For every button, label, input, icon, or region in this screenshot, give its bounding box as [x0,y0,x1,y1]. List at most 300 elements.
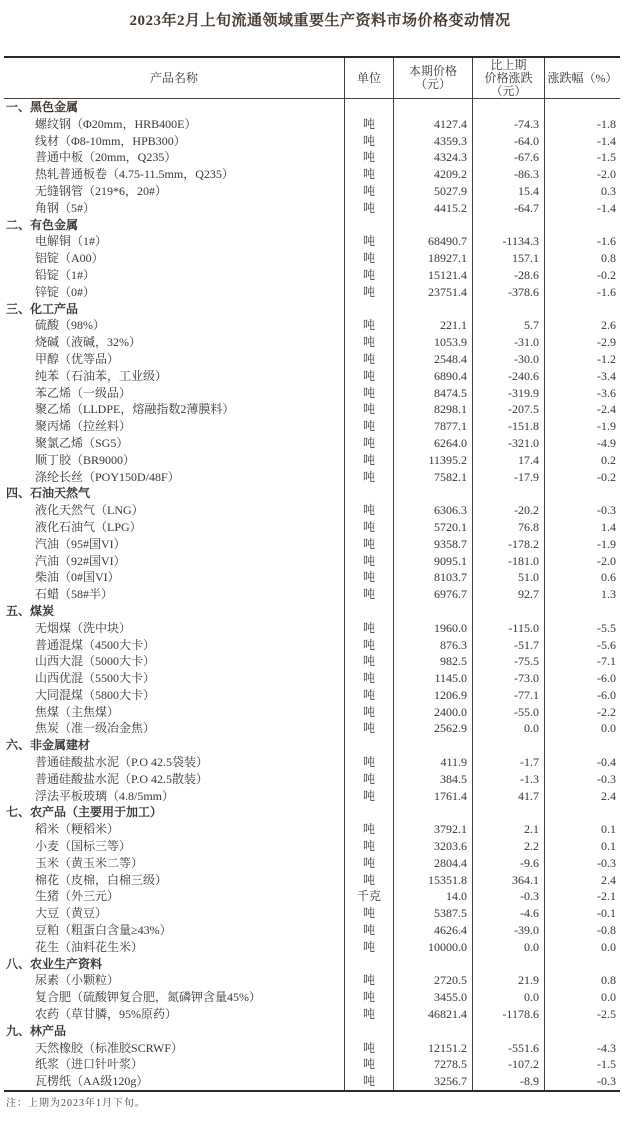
name-cell: 无缝钢管（219*6，20#） [4,183,345,200]
pct-cell: 0.0 [601,721,616,736]
price-cell: 5720.1 [394,519,473,536]
unit-cell [345,956,394,973]
section-row [4,1023,620,1040]
page-title: 2023年2月上旬流通领域重要生产资料市场价格变动情况 [129,13,511,29]
section-row [4,485,620,502]
name-cell: 聚乙烯（LLDPE，熔融指数2薄膜料） [4,401,345,418]
unit-cell: 吨 [345,469,394,486]
change-cell: -181.0 [473,553,545,570]
name-cell: 纯苯（石油苯，工业级） [4,368,345,385]
name-cell: 纸浆（进口针叶浆） [4,1056,345,1073]
name-cell: 七、农产品（主要用于加工） [4,804,345,821]
table-row [4,502,620,519]
pct-cell: -2.0 [597,553,616,568]
pct-cell [545,301,620,318]
pct-cell [545,737,620,754]
price-cell: 876.3 [394,637,473,654]
name-cell: 农药（草甘膦，95%原药） [4,1006,345,1023]
table-row [4,452,620,469]
change-cell: -77.1 [473,687,545,704]
table-row [4,972,620,989]
unit-cell: 吨 [345,351,394,368]
pct-cell [545,217,620,234]
change-cell: 5.7 [473,317,545,334]
name-cell: 电解铜（1#） [4,233,345,250]
pct-cell: -2.0 [597,167,616,182]
pct-cell: -5.6 [597,637,616,652]
name-cell: 普通混煤（4500大卡） [4,637,345,654]
price-cell: 3792.1 [394,821,473,838]
col-header-current-price [394,58,473,98]
section-row [4,956,620,973]
change-cell: -115.0 [473,620,545,637]
table-row [4,620,620,637]
pct-cell: -1.9 [597,419,616,434]
name-cell: 八、农业生产资料 [4,956,345,973]
col-header-price-change-line2: 价格涨跌 [484,70,533,85]
price-cell [394,99,473,116]
name-cell: 烧碱（液碱，32%） [4,334,345,351]
col-header-change-percent-label: 涨跌幅（%） [547,70,618,85]
unit-cell: 吨 [345,368,394,385]
change-cell: -64.0 [473,133,545,150]
section-row [4,301,620,318]
unit-cell [345,99,394,116]
change-cell: -240.6 [473,368,545,385]
unit-cell: 吨 [345,183,394,200]
name-cell: 普通硅酸盐水泥（P.O 42.5散装） [4,771,345,788]
price-cell: 2804.4 [394,855,473,872]
price-cell: 982.5 [394,653,473,670]
change-cell: -74.3 [473,116,545,133]
col-header-current-price-line1: 本期价格 [408,64,457,78]
price-cell: 4127.4 [394,116,473,133]
col-header-price-change-line3: （元） [490,83,527,98]
change-cell [473,217,545,234]
change-cell [473,99,545,116]
change-cell: 41.7 [473,788,545,805]
price-cell: 3256.7 [394,1073,473,1090]
pct-cell: 0.0 [601,990,616,1005]
name-cell: 复合肥（硫酸钾复合肥，氮磷钾含量45%） [4,989,345,1006]
change-cell: -378.6 [473,284,545,301]
col-header-product-name [4,58,345,98]
table-row [4,536,620,553]
name-cell: 大同混煤（5800大卡） [4,687,345,704]
unit-cell: 吨 [345,250,394,267]
name-cell: 玉米（黄玉米二等） [4,855,345,872]
pct-cell: -0.4 [597,755,616,770]
price-cell: 5027.9 [394,183,473,200]
price-cell: 1145.0 [394,670,473,687]
table-row [4,922,620,939]
table-row [4,586,620,603]
pct-cell: -0.1 [597,906,616,921]
pct-cell: 1.4 [601,519,616,534]
name-cell: 焦煤（主焦煤） [4,704,345,721]
unit-cell: 吨 [345,149,394,166]
unit-cell: 吨 [345,855,394,872]
name-cell: 一、黑色金属 [4,99,345,116]
col-header-price-change-line1: 比上期 [490,58,527,72]
pct-cell: 0.6 [601,570,616,585]
name-cell: 普通硅酸盐水泥（P.O 42.5袋装） [4,754,345,771]
unit-cell: 吨 [345,1073,394,1090]
price-cell: 8298.1 [394,401,473,418]
table-row [4,267,620,284]
table-row [4,653,620,670]
table-row [4,133,620,150]
unit-cell: 吨 [345,838,394,855]
change-cell [473,804,545,821]
col-header-change-percent [545,58,620,98]
unit-cell: 吨 [345,972,394,989]
unit-cell: 吨 [345,334,394,351]
change-cell: -207.5 [473,401,545,418]
table-row [4,687,620,704]
unit-cell: 吨 [345,401,394,418]
table-row [4,1056,620,1073]
price-cell: 23751.4 [394,284,473,301]
unit-cell: 吨 [345,989,394,1006]
table-row [4,351,620,368]
price-cell: 15351.8 [394,872,473,889]
table-row [4,754,620,771]
table-row [4,939,620,956]
pct-cell: -1.5 [597,1057,616,1072]
name-cell: 生猪（外三元） [4,888,345,905]
change-cell [473,301,545,318]
change-cell: 0.0 [473,939,545,956]
name-cell: 棉花（皮棉，白棉三级） [4,872,345,889]
table-body [4,99,620,1090]
change-cell: -0.3 [473,888,545,905]
price-table [4,56,620,1092]
table-row [4,989,620,1006]
name-cell: 铝锭（A00） [4,250,345,267]
unit-cell: 吨 [345,452,394,469]
change-cell: -1.7 [473,754,545,771]
unit-cell: 吨 [345,1006,394,1023]
name-cell: 苯乙烯（一级品） [4,385,345,402]
col-header-unit [345,58,394,98]
pct-cell: -3.4 [597,368,616,383]
section-row [4,99,620,116]
price-cell: 9095.1 [394,553,473,570]
pct-cell: -2.1 [597,889,616,904]
unit-cell [345,737,394,754]
name-cell: 无烟煤（洗中块） [4,620,345,637]
pct-cell: 0.1 [601,839,616,854]
name-cell: 四、石油天然气 [4,485,345,502]
price-cell: 2720.5 [394,972,473,989]
table-row [4,637,620,654]
price-cell: 3455.0 [394,989,473,1006]
unit-cell: 吨 [345,821,394,838]
table-row [4,1006,620,1023]
unit-cell: 吨 [345,637,394,654]
table-row [4,334,620,351]
price-cell [394,603,473,620]
pct-cell: -0.3 [597,1074,616,1089]
name-cell: 聚氯乙烯（SG5） [4,435,345,452]
price-cell [394,737,473,754]
table-row [4,704,620,721]
price-cell: 1960.0 [394,620,473,637]
table-row [4,149,620,166]
name-cell: 柴油（0#国VI） [4,569,345,586]
pct-cell: -0.2 [597,267,616,282]
pct-cell: 1.3 [601,587,616,602]
name-cell: 大豆（黄豆） [4,905,345,922]
name-cell: 液化石油气（LPG） [4,519,345,536]
price-cell: 5387.5 [394,905,473,922]
change-cell: -1178.6 [473,1006,545,1023]
price-cell: 7278.5 [394,1056,473,1073]
price-cell: 6264.0 [394,435,473,452]
pct-cell: -6.0 [597,687,616,702]
price-cell: 1761.4 [394,788,473,805]
price-cell [394,956,473,973]
change-cell: -30.0 [473,351,545,368]
price-cell: 7582.1 [394,469,473,486]
name-cell: 角钢（5#） [4,200,345,217]
pct-cell: 0.0 [601,939,616,954]
change-cell: 92.7 [473,586,545,603]
name-cell: 小麦（国标三等） [4,838,345,855]
price-cell: 2562.9 [394,720,473,737]
table-row [4,401,620,418]
name-cell: 二、有色金属 [4,217,345,234]
table-row [4,469,620,486]
pct-cell: 2.6 [601,318,616,333]
table-row [4,1040,620,1057]
change-cell: -73.0 [473,670,545,687]
price-cell: 2548.4 [394,351,473,368]
unit-cell: 吨 [345,133,394,150]
name-cell: 花生（油料花生米） [4,939,345,956]
unit-cell: 吨 [345,586,394,603]
table-row [4,888,620,905]
unit-cell: 吨 [345,284,394,301]
change-cell: 157.1 [473,250,545,267]
change-cell [473,603,545,620]
unit-cell [345,1023,394,1040]
price-cell: 2400.0 [394,704,473,721]
table-row [4,284,620,301]
price-cell: 68490.7 [394,233,473,250]
pct-cell: -5.5 [597,620,616,635]
price-cell: 4209.2 [394,166,473,183]
pct-cell: -2.4 [597,402,616,417]
name-cell: 豆粕（粗蛋白含量≥43%） [4,922,345,939]
change-cell: -178.2 [473,536,545,553]
price-cell: 221.1 [394,317,473,334]
col-header-price-change [473,58,545,98]
price-cell: 4324.3 [394,149,473,166]
unit-cell: 吨 [345,502,394,519]
unit-cell [345,603,394,620]
name-cell: 硫酸（98%） [4,317,345,334]
change-cell: 15.4 [473,183,545,200]
name-cell: 液化天然气（LNG） [4,502,345,519]
name-cell: 聚丙烯（拉丝料） [4,418,345,435]
change-cell: -17.9 [473,469,545,486]
name-cell: 山西大混（5000大卡） [4,653,345,670]
section-row [4,804,620,821]
price-cell [394,804,473,821]
table-row [4,905,620,922]
change-cell: 76.8 [473,519,545,536]
name-cell: 汽油（92#国VI） [4,553,345,570]
pct-cell: -7.1 [597,654,616,669]
unit-cell: 吨 [345,720,394,737]
price-cell: 14.0 [394,888,473,905]
name-cell: 焦炭（准一级冶金焦） [4,720,345,737]
price-cell: 4359.3 [394,133,473,150]
change-cell: -67.6 [473,149,545,166]
unit-cell: 吨 [345,704,394,721]
change-cell: 0.0 [473,989,545,1006]
change-cell: -319.9 [473,385,545,402]
price-cell: 11395.2 [394,452,473,469]
pct-cell: -1.8 [597,116,616,131]
price-cell: 7877.1 [394,418,473,435]
table-row [4,385,620,402]
change-cell [473,1023,545,1040]
unit-cell: 吨 [345,754,394,771]
name-cell: 顺丁胶（BR9000） [4,452,345,469]
name-cell: 浮法平板玻璃（4.8/5mm） [4,788,345,805]
table-header [4,58,620,99]
pct-cell: -3.6 [597,385,616,400]
change-cell: 0.0 [473,720,545,737]
table-row [4,670,620,687]
pct-cell: -4.3 [597,1040,616,1055]
col-header-product-name-label: 产品名称 [149,70,198,85]
table-row [4,166,620,183]
unit-cell [345,804,394,821]
unit-cell: 吨 [345,553,394,570]
pct-cell [545,956,620,973]
table-row [4,418,620,435]
table-row [4,233,620,250]
table-row [4,183,620,200]
pct-cell: 0.2 [601,452,616,467]
change-cell: -28.6 [473,267,545,284]
section-row [4,217,620,234]
change-cell: -51.7 [473,637,545,654]
price-cell: 6890.4 [394,368,473,385]
price-cell: 8474.5 [394,385,473,402]
pct-cell: -0.3 [597,771,616,786]
change-cell: -64.7 [473,200,545,217]
name-cell: 石蜡（58#半） [4,586,345,603]
change-cell: -9.6 [473,855,545,872]
col-header-unit-label: 单位 [356,70,381,85]
name-cell: 涤纶长丝（POY150D/48F） [4,469,345,486]
unit-cell: 吨 [345,569,394,586]
unit-cell: 吨 [345,771,394,788]
table-row [4,317,620,334]
unit-cell: 吨 [345,1040,394,1057]
change-cell [473,737,545,754]
pct-cell: -1.6 [597,234,616,249]
pct-cell: -0.2 [597,469,616,484]
table-row [4,116,620,133]
name-cell: 六、非金属建材 [4,737,345,754]
unit-cell: 吨 [345,653,394,670]
change-cell: -321.0 [473,435,545,452]
table-row [4,553,620,570]
price-cell: 12151.2 [394,1040,473,1057]
price-cell: 15121.4 [394,267,473,284]
table-row [4,200,620,217]
unit-cell: 吨 [345,670,394,687]
price-cell: 3203.6 [394,838,473,855]
table-row [4,821,620,838]
change-cell: -55.0 [473,704,545,721]
change-cell: 17.4 [473,452,545,469]
unit-cell: 吨 [345,200,394,217]
price-cell: 9358.7 [394,536,473,553]
change-cell: -75.5 [473,653,545,670]
footnote: 注：上期为2023年1月下旬。 [6,1098,146,1109]
change-cell: -20.2 [473,502,545,519]
table-row [4,771,620,788]
change-cell: -151.8 [473,418,545,435]
price-cell: 4626.4 [394,922,473,939]
pct-cell: -2.9 [597,335,616,350]
unit-cell: 吨 [345,687,394,704]
unit-cell: 千克 [345,888,394,905]
price-cell: 411.9 [394,754,473,771]
change-cell: -551.6 [473,1040,545,1057]
unit-cell: 吨 [345,317,394,334]
name-cell: 热轧普通板卷（4.75-11.5mm，Q235） [4,166,345,183]
unit-cell [345,217,394,234]
name-cell: 尿素（小颗粒） [4,972,345,989]
price-cell: 6306.3 [394,502,473,519]
pct-cell: -0.3 [597,855,616,870]
change-cell: -39.0 [473,922,545,939]
change-cell: 51.0 [473,569,545,586]
price-cell [394,217,473,234]
pct-cell: -1.4 [597,200,616,215]
price-cell: 10000.0 [394,939,473,956]
col-header-current-price-line2: （元） [414,77,451,91]
pct-cell [545,603,620,620]
table-row [4,855,620,872]
price-cell: 6976.7 [394,586,473,603]
unit-cell: 吨 [345,620,394,637]
pct-cell: 0.8 [601,251,616,266]
change-cell: -31.0 [473,334,545,351]
unit-cell: 吨 [345,788,394,805]
unit-cell: 吨 [345,233,394,250]
change-cell: 21.9 [473,972,545,989]
pct-cell: -1.5 [597,150,616,165]
price-cell: 384.5 [394,771,473,788]
table-row [4,368,620,385]
pct-cell [545,804,620,821]
price-cell [394,301,473,318]
price-cell: 18927.1 [394,250,473,267]
name-cell: 九、林产品 [4,1023,345,1040]
table-row [4,720,620,737]
unit-cell: 吨 [345,922,394,939]
name-cell: 瓦楞纸（AA级120g） [4,1073,345,1090]
